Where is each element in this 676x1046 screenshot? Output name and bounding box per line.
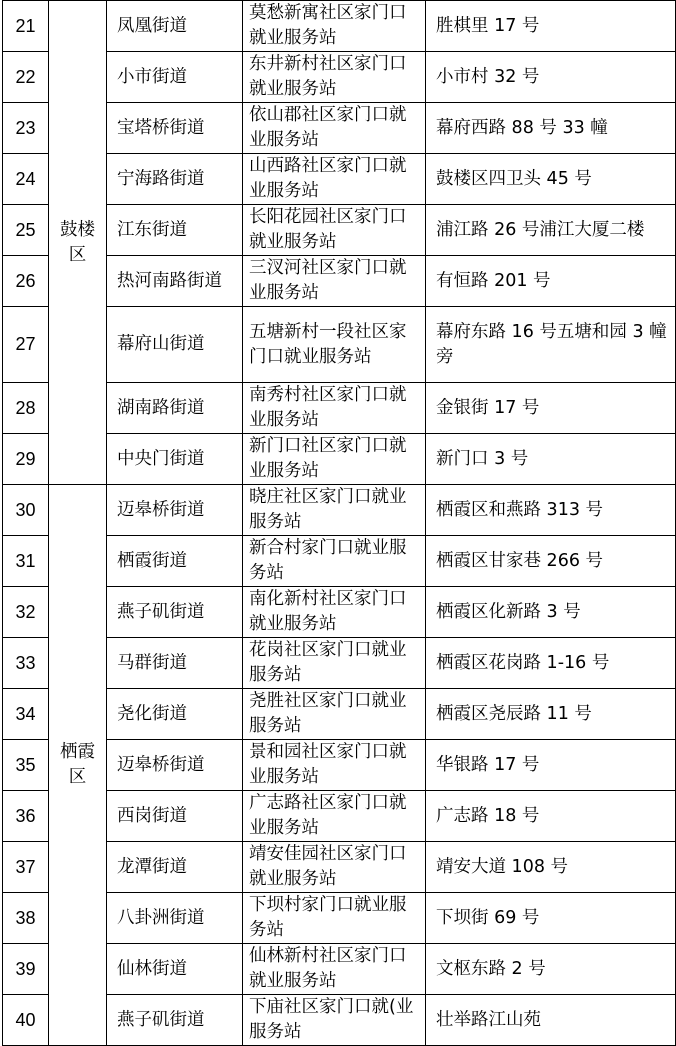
row-number: 40 xyxy=(3,995,49,1046)
station-name: 尧胜社区家门口就业服务站 xyxy=(243,689,426,740)
station-name: 莫愁新寓社区家门口就业服务站 xyxy=(243,1,426,52)
street-name: 西岗街道 xyxy=(107,791,243,842)
row-number: 26 xyxy=(3,256,49,307)
row-number: 36 xyxy=(3,791,49,842)
station-name: 花岗社区家门口就业服务站 xyxy=(243,638,426,689)
district-cell: 鼓楼区 xyxy=(49,1,107,485)
street-name: 小市街道 xyxy=(107,52,243,103)
station-name: 三汊河社区家门口就业服务站 xyxy=(243,256,426,307)
station-address: 栖霞区甘家巷 266 号 xyxy=(426,536,676,587)
station-name: 南秀村社区家门口就业服务站 xyxy=(243,383,426,434)
station-name: 五塘新村一段社区家门口就业服务站 xyxy=(243,307,426,383)
street-name: 江东街道 xyxy=(107,205,243,256)
station-name: 东井新村社区家门口就业服务站 xyxy=(243,52,426,103)
employment-station-table xyxy=(2,0,676,1046)
station-name: 景和园社区家门口就业服务站 xyxy=(243,740,426,791)
row-number: 32 xyxy=(3,587,49,638)
street-name: 宝塔桥街道 xyxy=(107,103,243,154)
street-name: 燕子矶街道 xyxy=(107,587,243,638)
station-name: 长阳花园社区家门口就业服务站 xyxy=(243,205,426,256)
street-name: 湖南路街道 xyxy=(107,383,243,434)
station-address: 金银街 17 号 xyxy=(426,383,676,434)
street-name: 仙林街道 xyxy=(107,944,243,995)
station-name: 广志路社区家门口就业服务站 xyxy=(243,791,426,842)
station-name: 下庙社区家门口就(业服务站 xyxy=(243,995,426,1046)
row-number: 35 xyxy=(3,740,49,791)
street-name: 马群街道 xyxy=(107,638,243,689)
row-number: 21 xyxy=(3,1,49,52)
row-number: 24 xyxy=(3,154,49,205)
station-name: 依山郡社区家门口就业服务站 xyxy=(243,103,426,154)
station-address: 幕府东路 16 号五塘和园 3 幢旁 xyxy=(426,307,676,383)
station-address: 浦江路 26 号浦江大厦二楼 xyxy=(426,205,676,256)
station-address: 广志路 18 号 xyxy=(426,791,676,842)
row-number: 31 xyxy=(3,536,49,587)
street-name: 八卦洲街道 xyxy=(107,893,243,944)
station-address: 下坝街 69 号 xyxy=(426,893,676,944)
street-name: 宁海路街道 xyxy=(107,154,243,205)
station-name: 下坝村家门口就业服务站 xyxy=(243,893,426,944)
street-name: 中央门街道 xyxy=(107,434,243,485)
station-name: 山西路社区家门口就业服务站 xyxy=(243,154,426,205)
table-row xyxy=(3,485,676,536)
station-address: 文枢东路 2 号 xyxy=(426,944,676,995)
station-address: 栖霞区化新路 3 号 xyxy=(426,587,676,638)
row-number: 29 xyxy=(3,434,49,485)
row-number: 30 xyxy=(3,485,49,536)
street-name: 幕府山街道 xyxy=(107,307,243,383)
row-number: 22 xyxy=(3,52,49,103)
row-number: 23 xyxy=(3,103,49,154)
street-name: 栖霞街道 xyxy=(107,536,243,587)
station-name: 靖安佳园社区家门口就业服务站 xyxy=(243,842,426,893)
row-number: 38 xyxy=(3,893,49,944)
district-cell: 栖霞区 xyxy=(49,485,107,1046)
station-address: 栖霞区和燕路 313 号 xyxy=(426,485,676,536)
station-address: 幕府西路 88 号 33 幢 xyxy=(426,103,676,154)
street-name: 燕子矶街道 xyxy=(107,995,243,1046)
station-address: 有恒路 201 号 xyxy=(426,256,676,307)
street-name: 迈皋桥街道 xyxy=(107,740,243,791)
row-number: 33 xyxy=(3,638,49,689)
station-address: 小市村 32 号 xyxy=(426,52,676,103)
row-number: 27 xyxy=(3,307,49,383)
street-name: 迈皋桥街道 xyxy=(107,485,243,536)
station-address: 鼓楼区四卫头 45 号 xyxy=(426,154,676,205)
row-number: 34 xyxy=(3,689,49,740)
row-number: 28 xyxy=(3,383,49,434)
row-number: 37 xyxy=(3,842,49,893)
street-name: 尧化街道 xyxy=(107,689,243,740)
station-name: 新门口社区家门口就业服务站 xyxy=(243,434,426,485)
station-name: 晓庄社区家门口就业服务站 xyxy=(243,485,426,536)
station-address: 新门口 3 号 xyxy=(426,434,676,485)
station-address: 靖安大道 108 号 xyxy=(426,842,676,893)
row-number: 39 xyxy=(3,944,49,995)
row-number: 25 xyxy=(3,205,49,256)
table-row xyxy=(3,1,676,52)
street-name: 凤凰街道 xyxy=(107,1,243,52)
station-address: 壮举路江山苑 xyxy=(426,995,676,1046)
street-name: 龙潭街道 xyxy=(107,842,243,893)
street-name: 热河南路街道 xyxy=(107,256,243,307)
station-name: 仙林新村社区家门口就业服务站 xyxy=(243,944,426,995)
station-address: 胜棋里 17 号 xyxy=(426,1,676,52)
station-address: 栖霞区尧辰路 11 号 xyxy=(426,689,676,740)
station-name: 南化新村社区家门口就业服务站 xyxy=(243,587,426,638)
station-name: 新合村家门口就业服务站 xyxy=(243,536,426,587)
station-address: 栖霞区花岗路 1-16 号 xyxy=(426,638,676,689)
station-address: 华银路 17 号 xyxy=(426,740,676,791)
